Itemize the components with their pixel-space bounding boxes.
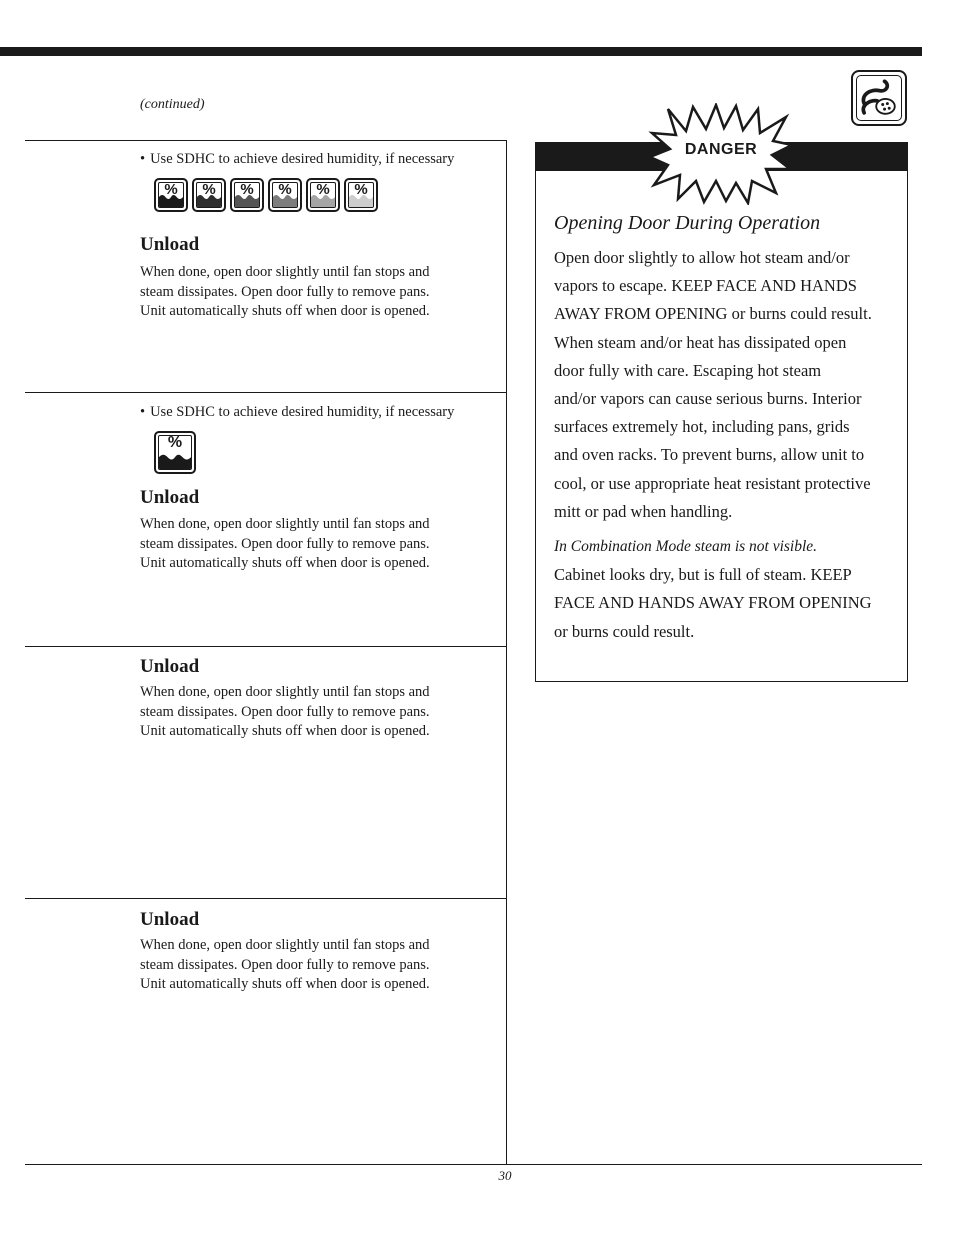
continued-label: (continued): [140, 97, 205, 112]
page-number: 30: [498, 1168, 512, 1183]
humidity-icon: %: [192, 178, 226, 212]
bullet-item: • Use SDHC to achieve desired humidity, if necessary: [140, 151, 455, 167]
divider: [25, 898, 506, 899]
humidity-icon: %: [306, 178, 340, 212]
header-rule: [0, 47, 922, 56]
section-heading: Unload: [140, 487, 200, 508]
divider: [25, 392, 506, 393]
humidity-icon: %: [154, 178, 188, 212]
humidity-icon: %: [154, 431, 196, 474]
humidity-icon: %: [344, 178, 378, 212]
divider: [25, 646, 506, 647]
divider: [25, 140, 506, 141]
bullet-text: Use SDHC to achieve desired humidity, if necessary: [150, 151, 455, 167]
danger-label: DANGER: [684, 141, 758, 158]
humidity-icon: %: [230, 178, 264, 212]
section-heading: Unload: [140, 656, 200, 677]
humidity-icon-row: [154, 431, 196, 474]
bullet-item: • Use SDHC to achieve desired humidity, if necessary: [140, 404, 455, 420]
section-body: When done, open door slightly until fan stops and steam dissipates. Open door fully to remove pans. Unit automatically shuts off when door is opened.: [140, 264, 430, 319]
danger-title: Opening Door During Operation: [554, 212, 821, 234]
section-heading: Unload: [140, 234, 200, 255]
humidity-icon: %: [268, 178, 302, 212]
section-body: When done, open door slightly until fan stops and steam dissipates. Open door fully to remove pans. Unit automatically shuts off when door is opened.: [140, 937, 430, 992]
danger-note-italic: In Combination Mode steam is not visible.: [554, 538, 818, 555]
section-heading: Unload: [140, 909, 200, 930]
section-body: When done, open door slightly until fan stops and steam dissipates. Open door fully to remove pans. Unit automatically shuts off when door is opened.: [140, 516, 430, 571]
section-body: When done, open door slightly until fan stops and steam dissipates. Open door fully to remove pans. Unit automatically shuts off when door is opened.: [140, 684, 430, 739]
danger-body: Open door slightly to allow hot steam and/or vapors to escape. KEEP FACE AND HANDS AWAY FROM OPENING or burns could result. When steam and/or heat has dissipated open door fully with care. Escaping hot steam and/or vapors can cause serious burns. Interior surfaces extremely hot, including pans, grids and oven racks. To prevent burns, allow unit to cool, or use appropriate heat resistant protective mitt or pad when handling.: [554, 248, 872, 521]
danger-note: In Combination Mode steam is not visible. Cabinet looks dry, but is full of steam. KEEP FACE AND HANDS AWAY FROM OPENING or burns could result.: [554, 533, 894, 646]
footer-rule: [25, 1164, 922, 1165]
column-divider: [506, 140, 507, 1165]
combination-steam-icon: [851, 70, 907, 126]
bullet-text: Use SDHC to achieve desired humidity, if necessary: [150, 404, 455, 420]
humidity-icon-row: [154, 178, 378, 212]
